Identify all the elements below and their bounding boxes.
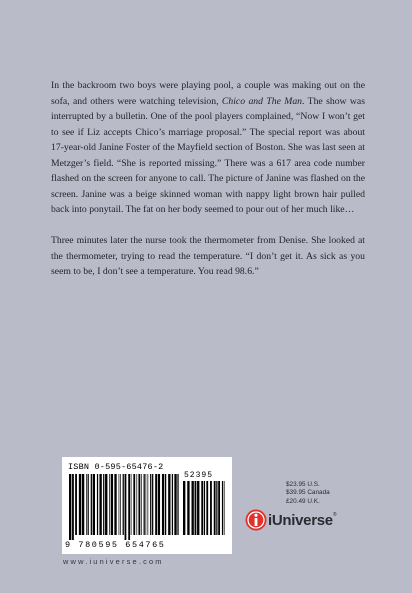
ean-digits: 9 780595 654765 (65, 540, 166, 550)
publisher-logo (245, 508, 337, 532)
publisher-website: www.iuniverse.com (63, 557, 164, 566)
back-cover-blurb (51, 78, 365, 295)
show-title: Chico and The Man (221, 95, 303, 107)
isbn-number: ISBN 0-595-65476-2 (68, 462, 164, 472)
price-code-digits: 52395 (184, 471, 214, 480)
addon-barcode-bars (183, 481, 225, 540)
price-uk: £20.49 U.K. (286, 497, 320, 505)
trademark-mark: ® (332, 512, 337, 518)
blurb-paragraph-1 (51, 78, 365, 218)
price-list (286, 481, 330, 506)
price-us: $23.95 U.S. (286, 481, 320, 488)
blurb-paragraph-2: Three minutes later the nurse took the thermometer from Denise. She looked at the thermometer, trying to read the temperature. “I don’t get it. As sick as you seem to be, I don’t see a temperature. You read 98.6.” (51, 235, 365, 277)
price-canada: $39.95 Canada (286, 489, 330, 497)
iuniverse-logo-icon (245, 509, 267, 531)
blurb-text: . The show was interrupted by a bulletin. One of the pool players complained, “Now I won’t get to see if Liz accepts Chico’s marriage proposal.” The special report was about 17-year-old Janine Foster of the Mayfield section of Boston. She was last seen at Metzger’s field. “She is reported missing.” There was a 617 area code number flashed on the screen for anyone to call. The picture of Janine was flashed on the screen. Janine was a beige skinned woman with nappy light brown hair pulled back into ponytail. The fat on her body seemed to pour out of her much like… (51, 95, 365, 215)
ean-barcode-bars (69, 474, 179, 540)
publisher-name: iUniverse (268, 511, 333, 529)
blurb-text: In the backroom two boys were playing pool, a couple was making out on the sofa, and others were watching television, (51, 80, 365, 107)
isbn-barcode (62, 457, 232, 554)
